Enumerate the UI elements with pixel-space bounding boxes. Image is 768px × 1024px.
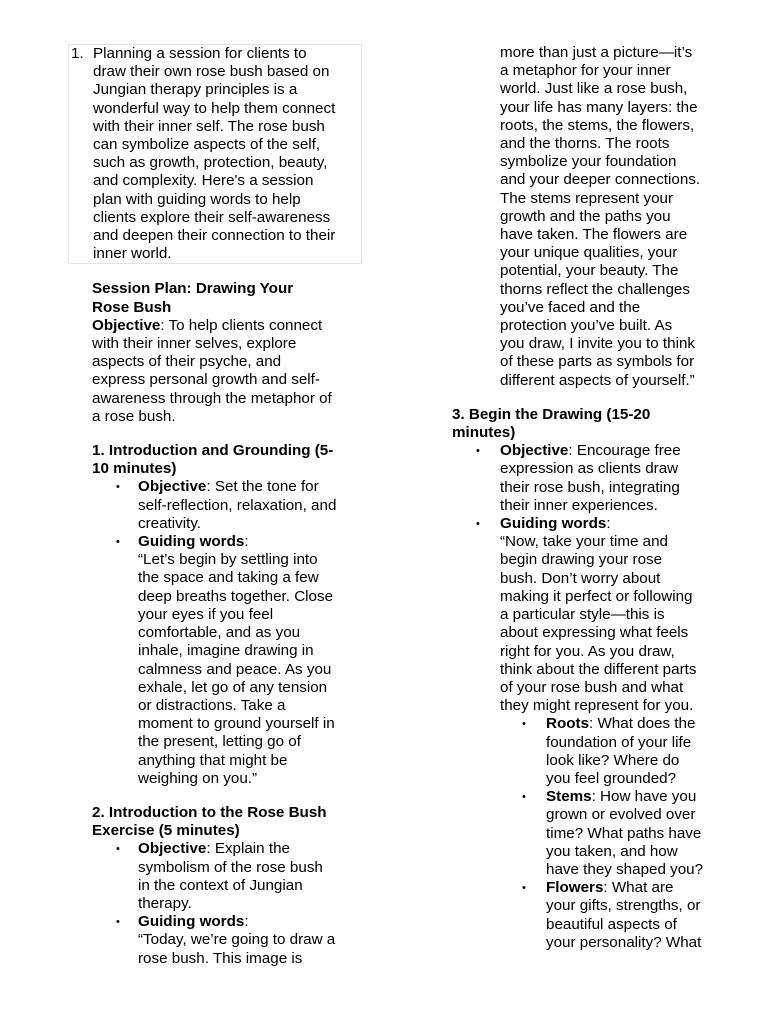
bullet-icon: •: [476, 445, 480, 458]
colon: :: [244, 913, 249, 931]
rose-parts-list: [452, 715, 724, 952]
guiding-words-text: “Now, take your time and begin drawing your rose bush. Don’t worry about making it perfect or following a particular style—this is about expressing what feels right for you. As you draw, think about the different parts of your rose bush and what they might represent for you.: [500, 533, 697, 715]
colon: :: [606, 515, 611, 533]
intro-list-item: [68, 44, 362, 264]
section-2-heading: 2. Introduction to the Rose Bush Exercise (5 minutes): [92, 803, 327, 840]
bullet-icon: •: [476, 518, 480, 531]
list-item: [452, 515, 724, 715]
list-item: [452, 879, 724, 952]
list-item: [68, 913, 368, 968]
left-column: [68, 44, 368, 968]
right-column: [452, 44, 724, 952]
list-item: [452, 442, 724, 515]
roots-label: Roots: [546, 715, 590, 733]
guiding-words-text: “Today, we’re going to draw a rose bush. This image is: [138, 931, 336, 967]
stems-label: Stems: [546, 788, 592, 806]
bullet-icon: •: [522, 791, 526, 804]
list-item: [68, 533, 368, 788]
objective-label: Objective: [138, 840, 207, 858]
intro-paragraph: Planning a session for clients to draw their own rose bush based on Jungian therapy principles is a wonderful way to help them connect with their inner self. The rose bush can symbolize aspects of the self, such as growth, protection, beauty, and complexity. Here's a session plan with guiding words to help clients explore their self-awareness and deepen their connection to their inner world.: [93, 45, 336, 263]
roots-text: : What does the foundation of your life look like? Where do you feel grounded?: [546, 715, 696, 787]
list-item: [68, 478, 368, 533]
section-1-list: [68, 478, 368, 787]
section-3-list: [452, 442, 724, 715]
bullet-icon: •: [116, 916, 120, 929]
bullet-icon: •: [522, 882, 526, 895]
bullet-icon: •: [116, 481, 120, 494]
objective-text: : Set the tone for self-reflection, relaxation, and creativity.: [138, 478, 337, 532]
objective-paragraph: [92, 317, 368, 426]
section-1-heading: 1. Introduction and Grounding (5- 10 minutes): [92, 442, 334, 478]
guiding-words-text: “Let’s begin by settling into the space and taking a few deep breaths together. Close your eyes if you feel comfortable, and as you inhale, imagine drawing in calmness and peace. As you exhale, let go of any tension or distractions. Take a moment to ground yourself in the present, letting go of anything that might be weighing on you.”: [138, 551, 335, 787]
objective-label: Objective: [500, 442, 569, 460]
section-3-heading: 3. Begin the Drawing (15-20 minutes): [452, 405, 651, 442]
objective-text: : To help clients connect with their inner selves, explore aspects of their psyche, and express personal growth and self- awareness through the metaphor of a rose bush.: [92, 316, 332, 425]
objective-text: : Encourage free expression as clients draw their rose bush, integrating their inner experiences.: [500, 442, 681, 514]
continued-guiding-text: more than just a picture—it’s a metaphor for your inner world. Just like a rose bush, your life has many layers: the roots, the stems, the flowers, and the thorns. The roots symbolize your foundation and your deeper connections. The stems represent your growth and the paths you have taken. The flowers are your unique qualities, your potential, your beauty. The thorns reflect the challenges you’ve faced and the protection you’ve built. As you draw, I invite you to think of these parts as symbols for different aspects of yourself.”: [500, 44, 701, 389]
bullet-icon: •: [116, 536, 120, 549]
objective-label: Objective: [138, 478, 207, 496]
session-title: Session Plan: Drawing Your Rose Bush: [92, 280, 294, 316]
stems-text: : How have you grown or evolved over time? What paths have you taken, and how have they shaped you?: [546, 788, 704, 878]
list-item: [452, 788, 724, 879]
guiding-words-label: Guiding words: [138, 913, 245, 931]
flowers-label: Flowers: [546, 879, 604, 897]
section-2-list: [68, 840, 368, 967]
list-item: [452, 715, 724, 788]
colon: :: [244, 533, 249, 551]
objective-label: Objective: [92, 316, 161, 334]
bullet-icon: •: [522, 718, 526, 731]
list-number: 1.: [71, 45, 84, 62]
flowers-text: : What are your gifts, strengths, or beautiful aspects of your personality? What: [546, 879, 702, 951]
guiding-words-label: Guiding words: [500, 515, 607, 533]
guiding-words-label: Guiding words: [138, 533, 245, 551]
list-item: [68, 840, 368, 913]
objective-text: : Explain the symbolism of the rose bush in the context of Jungian therapy.: [138, 840, 323, 912]
bullet-icon: •: [116, 843, 120, 856]
